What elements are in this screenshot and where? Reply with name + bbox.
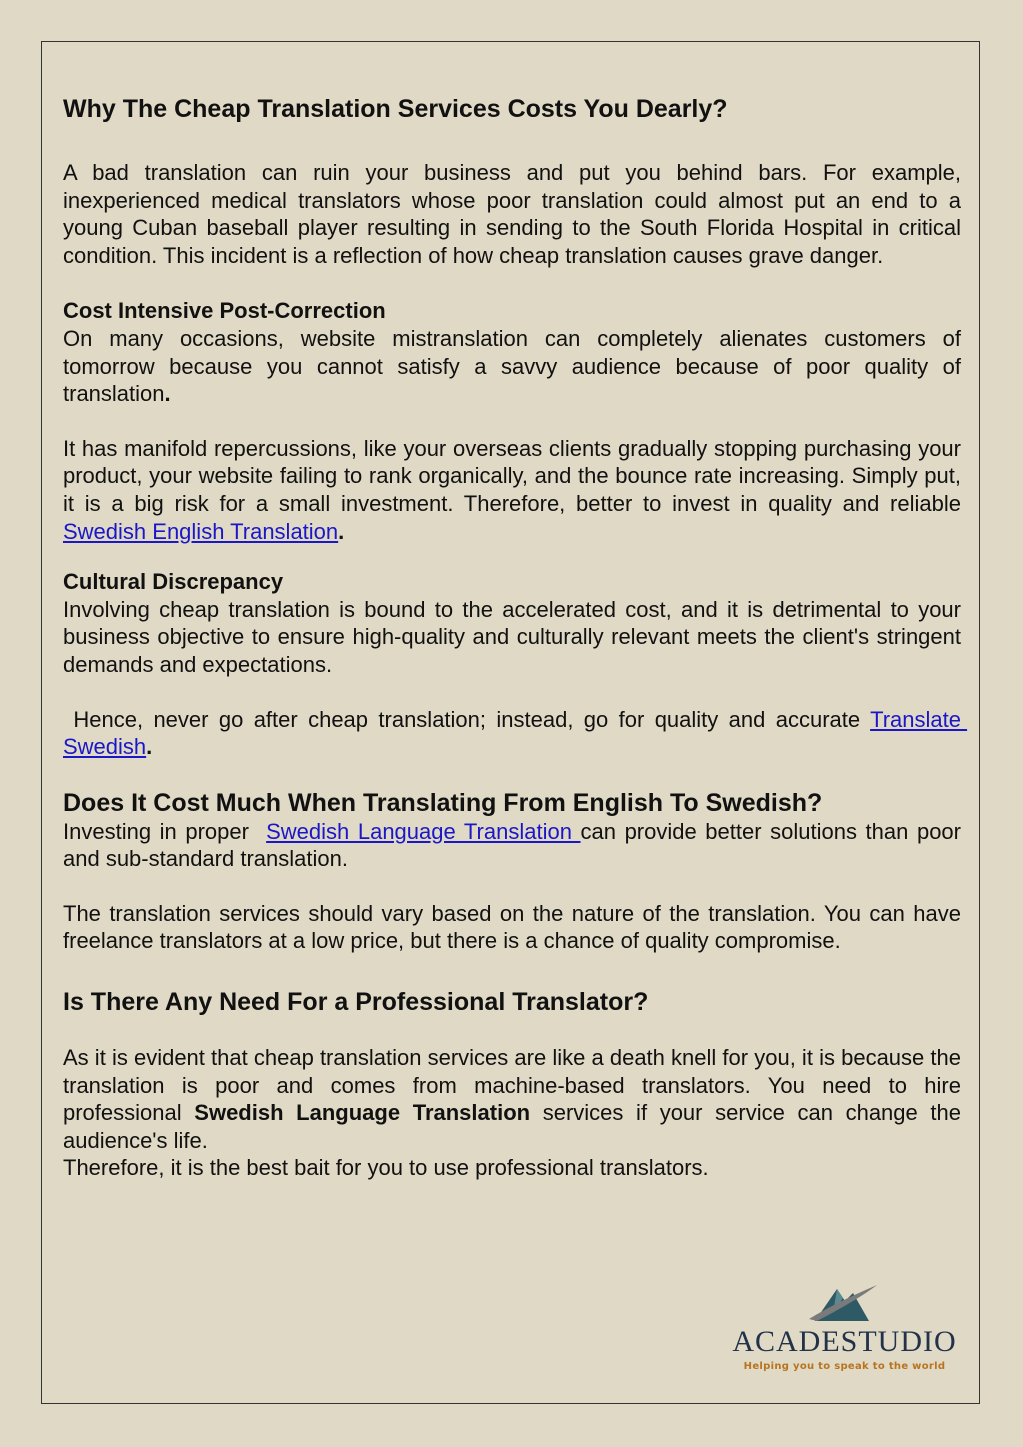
- section-cultural-paragraph-1: Involving cheap translation is bound to the accelerated cost, and it is detrimental to your business objective to ensure high-quality and culturally relevant meets the client's stringent demands and expectations.: [63, 596, 961, 677]
- section-cost-english-swedish-paragraph-1: Investing in proper Swedish Language Translation can provide better solutions than poor and sub-standard translation.: [63, 818, 968, 872]
- mountain-swoosh-logo-icon: [807, 1281, 882, 1325]
- section-cost-paragraph-1: On many occasions, website mistranslation can completely alienates customers of tomorrow because you cannot satisfy a savvy audience because of poor quality of translation.: [63, 325, 961, 407]
- intro-paragraph: A bad translation can ruin your business and put you behind bars. For example, inexperienced medical translators whose poor translation could almost put an end to a young Cuban baseball player resulting in sending to the South Florida Hospital in critical condition. This incident is a reflection of how cheap translation causes grave danger.: [63, 160, 961, 268]
- section-professional-paragraph-1: As it is evident that cheap translation services are like a death knell for you, it is because the translation is poor and comes from machine-based translators. You need to hire professional Swedish Language Translation services if your service can change the audience's life.: [63, 1045, 961, 1153]
- swedish-language-translation-link[interactable]: Swedish Language Translation: [266, 818, 581, 844]
- section-professional-heading: Is There Any Need For a Professional Translator?: [63, 988, 649, 1017]
- section-cost-heading: Cost Intensive Post-Correction: [63, 298, 386, 324]
- page-frame: [41, 41, 980, 1404]
- section-cost-english-swedish-paragraph-2: The translation services should vary based on the nature of the translation. You can have freelance translators at a low price, but there is a chance of quality compromise.: [63, 900, 961, 954]
- acadestudio-logo: [732, 1281, 957, 1381]
- section-cost-english-swedish-heading: Does It Cost Much When Translating From English To Swedish?: [63, 788, 823, 817]
- translate-swedish-link[interactable]: Translate Swedish: [63, 706, 968, 760]
- section-professional-paragraph-2: Therefore, it is the best bait for you to use professional translators.: [63, 1155, 709, 1181]
- section-cultural-paragraph-2: Hence, never go after cheap translation; instead, go for quality and accurate Translate Swedish.: [63, 706, 968, 760]
- logo-tagline: Helping you to speak to the world: [743, 1361, 946, 1372]
- article-title: Why The Cheap Translation Services Costs You Dearly?: [63, 95, 728, 123]
- logo-name: ACADESTUDIO: [732, 1325, 957, 1358]
- section-cost-paragraph-2: It has manifold repercussions, like your overseas clients gradually stopping purchasing your product, your website failing to rank organically, and the bounce rate increasing. Simply put, it is a big risk for a small investment. Therefore, better to invest in quality and reliable Swedish English Translation.: [63, 435, 961, 544]
- swedish-english-translation-link[interactable]: Swedish English Translation: [63, 518, 339, 544]
- section-cultural-heading: Cultural Discrepancy: [63, 569, 284, 595]
- article-body: [63, 94, 968, 1182]
